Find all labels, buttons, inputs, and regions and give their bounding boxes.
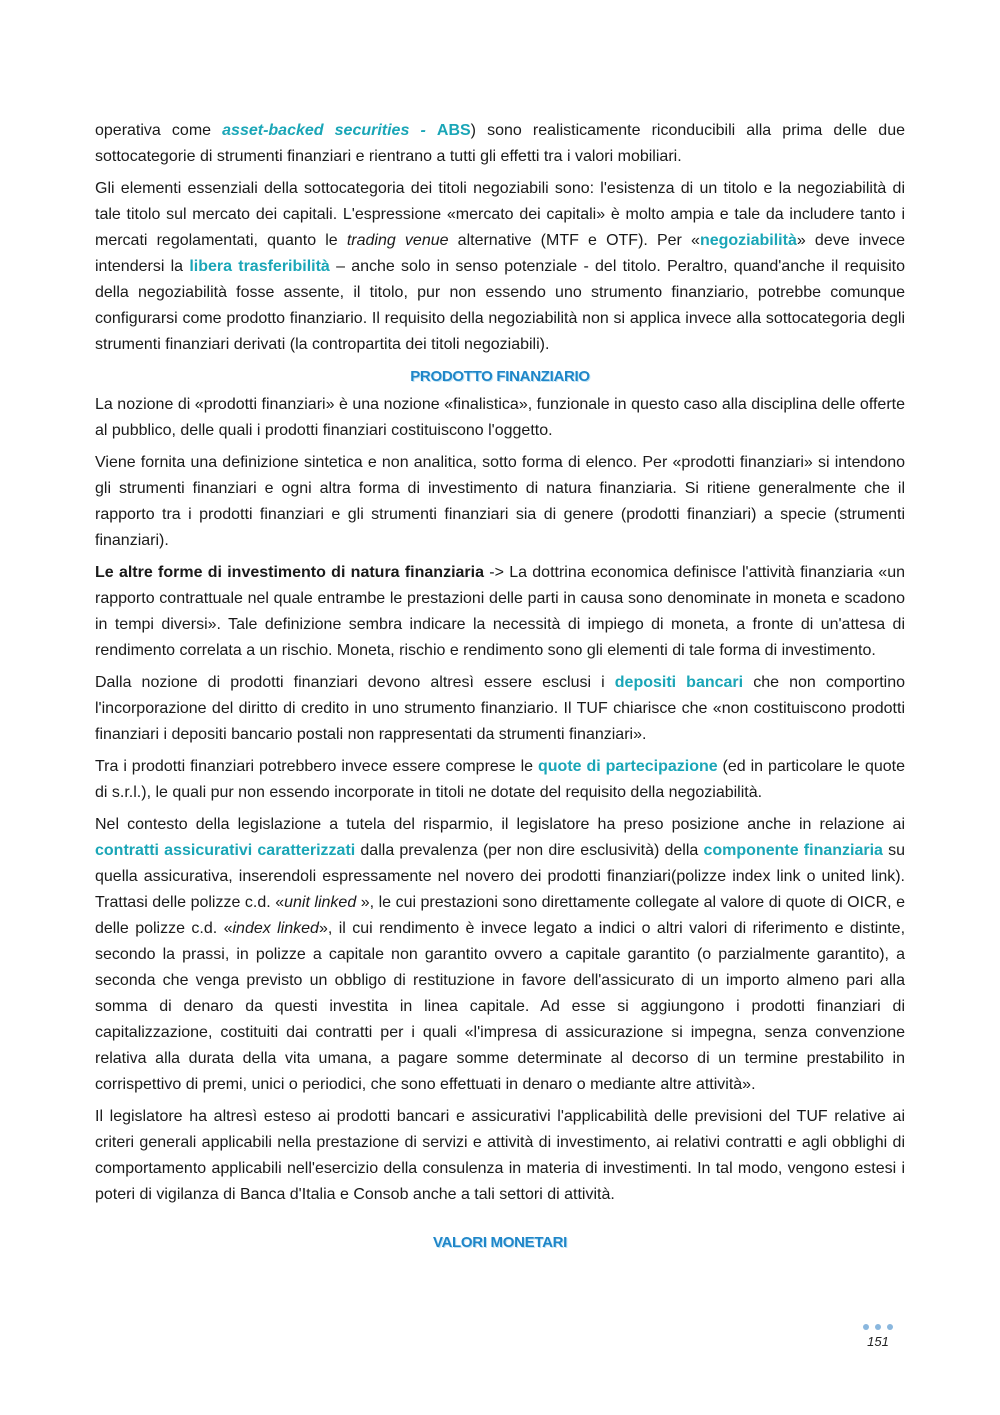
text-run: Nel contesto della legislazione a tutela del risparmio, il legislatore ha preso posizione anche in relazione ai [95,816,905,833]
section-heading-valori-monetari: VALORI MONETARI [432,1234,568,1251]
paragraph [95,754,905,806]
page-footer [856,1324,900,1349]
paragraph [95,392,905,444]
highlighted-term: quote di partecipazione [538,758,718,775]
paragraph [95,176,905,358]
highlighted-term: depositi bancari [614,674,744,691]
highlighted-term: ABS [436,122,471,139]
text-run: Viene fornita una definizione sintetica e non analitica, sotto forma di elenco. Per «prodotti finanziari» si intendono gli strumenti finanziari e ogni altra forma di investimento di natura finanziaria. Si ritiene generalmente che il rapporto tra i prodotti finanziari e gli strumenti finanziari sia di genere (prodotti finanziari) a specie (strumenti finanziari). [95,454,905,549]
section-heading-prodotto-finanziario: PRODOTTO FINANZIARIO [410,368,590,385]
text-run: Il legislatore ha altresì esteso ai prodotti bancari e assicurativi l'applicabilità delle previsioni del TUF relative ai criteri generali applicabili nella prestazione di servizi e attività di investimento, ai relativi contratti e agli obblighi di comportamento applicabili nell'esercizio della consulenza in materia di investimenti. In tal modo, vengono estesi i poteri di vigilanza di Banca d'Italia e Consob anche a tali settori di attività. [95,1108,905,1203]
page-content [95,118,905,1258]
text-run: » deve invece intendersi la [95,232,906,275]
paragraph-group-2 [95,392,905,1208]
text-run: ) sono realisticamente riconducibili alla prima delle due sottocategorie di strumenti finanziari e rientrano a tutti gli effetti tra i valori mobiliari. [95,122,906,165]
paragraph [95,1104,905,1208]
text-run: su quella assicurativa, inserendoli espressamente nel novero dei prodotti finanziari(polizze index link o united link). Trattasi delle polizze c.d. « [95,842,906,911]
text-run: operativa come [95,122,223,139]
text-run: – anche solo in senso potenziale - del titolo. Peraltro, quand'anche il requisito della negoziabilità fosse assente, il titolo, pur non essendo uno strumento finanziario, potrebbe comunque configurarsi come prodotto finanziario. Il requisito della negoziabilità non si applica invece alla sottocategoria degli strumenti finanziari derivati (la contropartita dei titoli negoziabili). [95,258,906,353]
text-run: dalla prevalenza (per non dire esclusività) della [355,842,704,859]
highlighted-term: trading venue [346,232,449,249]
three-dots-icon [856,1324,900,1332]
highlighted-term: index linked [232,920,319,937]
highlighted-term: negoziabilità [699,232,797,249]
paragraph-group-1 [95,118,905,358]
text-run: Gli elementi essenziali della sottocategoria dei titoli negoziabili sono: l'esistenza di un titolo e la negoziabilità di tale titolo sul mercato dei capitali. L'espressione «mercato dei capitali» è molto ampia e tale da includere tanto i mercati regolamentati, quanto le [95,180,905,249]
dot-icon [863,1324,869,1330]
highlighted-term: Le altre forme di investimento di natura finanziaria [95,564,484,581]
text-run: -> La dottrina economica definisce l'attività finanziaria «un rapporto contrattuale nel quale entrambe le prestazioni delle parti in causa sono denominate in moneta e scadono in tempi diversi». Tale definizione sembra indicare la necessità di impiego di moneta, a fronte di un'attesa di rendimento correlata a un rischio. Moneta, rischio e rendimento sono gli elementi di tale forma di investimento. [95,564,905,659]
dot-icon [887,1324,893,1330]
highlighted-term: componente finanziaria [703,842,883,859]
text-run: La nozione di «prodotti finanziari» è una nozione «finalistica», funzionale in questo caso alla disciplina delle offerte al pubblico, delle quali i prodotti finanziari costituiscono l'oggetto. [95,396,905,439]
text-run: Dalla nozione di prodotti finanziari devono altresì essere esclusi i [95,674,615,691]
highlighted-term: asset-backed securities - [222,122,437,139]
paragraph [95,812,905,1098]
page-number: 151 [867,1334,889,1349]
text-run: alternative (MTF e OTF). Per « [448,232,700,249]
text-run: », le cui prestazioni sono direttamente collegate al valore di quote di OICR, e delle polizze c.d. « [95,894,906,937]
text-run: Tra i prodotti finanziari potrebbero invece essere comprese le [95,758,538,775]
dot-icon [875,1324,881,1330]
paragraph [95,118,905,170]
highlighted-term: unit linked [284,894,357,911]
text-run: che non comportino l'incorporazione del diritto di credito in uno strumento finanziario. Il TUF chiarisce che «non costituiscono prodotti finanziari i depositi bancario postali non rappresentati da strumenti finanziari». [95,674,906,743]
text-run: (ed in particolare le quote di s.r.l.), le quali pur non essendo incorporate in titoli ne dotate del requisito della negoziabilità. [95,758,906,801]
paragraph [95,450,905,554]
paragraph [95,670,905,748]
highlighted-term: libera trasferibilità [189,258,330,275]
text-run: », il cui rendimento è invece legato a indici o altri valori di riferimento e distinte, secondo la prassi, in polizze a capitale non garantito ovvero a capitale garantito (o parzialmente garantito), a seconda che venga previsto un obbligo di restituzione in favore dell'assicurato di un importo almeno pari alla somma di denaro da questi investita in linea capitale. Ad esse si aggiungono i prodotti finanziari di capitalizzazione, costituiti dai contratti per i quali «l'impresa di assicurazione si impegna, senza convenzione relativa alla durata della vita umana, a pagare somme determinate al decorso di un termine prestabilito in corrispettivo di premi, unici o periodici, che sono effettuati in denaro o mediante altre attività». [95,920,906,1093]
paragraph [95,560,905,664]
highlighted-term: contratti assicurativi caratterizzati [95,842,356,859]
